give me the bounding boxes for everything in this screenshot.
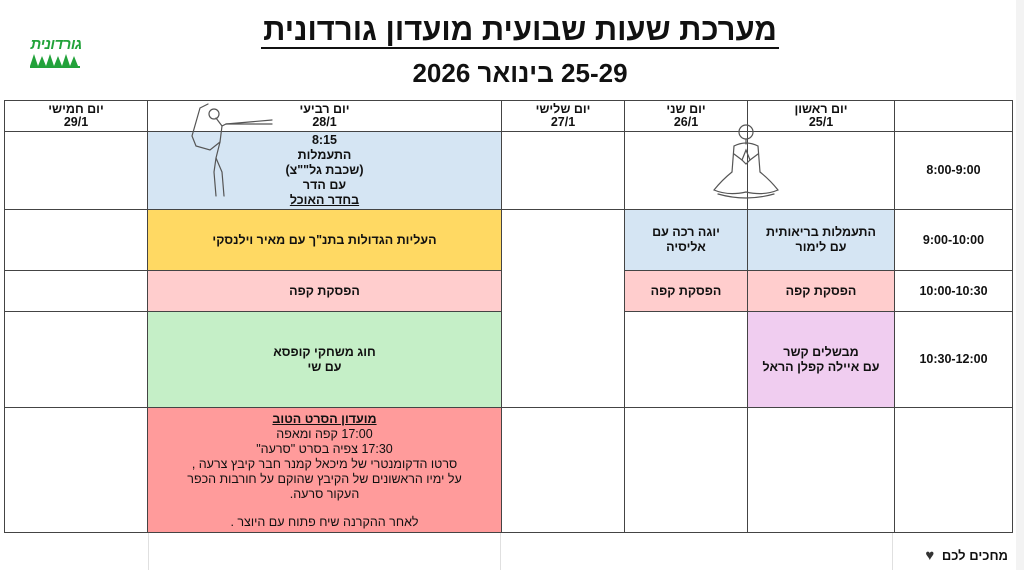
movie-club-title: מועדון הסרט הטוב [272, 412, 377, 426]
movie-line: סרטו הדקומנטרי של מיכאל קמנר חבר קיבץ צרעה , [191, 457, 458, 471]
schedule-cell-empty [5, 210, 148, 271]
trees-icon [30, 54, 82, 70]
day-date: 27/1 [550, 115, 576, 129]
page-title-text: מערכת שעות שבועית מועדון גורדונית [263, 12, 777, 47]
activity-line: עם לימור [795, 240, 847, 254]
page-edge [1016, 0, 1024, 570]
page-subtitle: 25-29 בינואר 2026 [412, 58, 628, 88]
day-header-thursday [5, 101, 148, 132]
activity-time: 8:15 [311, 133, 338, 147]
day-name: יום שני [666, 102, 706, 116]
schedule-cell-empty [625, 408, 748, 533]
activity-name: התעמלות [297, 148, 352, 162]
activity-line: אליסיה [666, 240, 706, 254]
schedule-table [4, 100, 1013, 533]
yoga-dancer-icon [186, 100, 276, 198]
time-slot: 8:00-9:00 [895, 132, 1013, 210]
activity-sunday-exercise [748, 210, 895, 271]
day-date: 26/1 [673, 115, 699, 129]
day-name: יום חמישי [48, 102, 104, 116]
activity-sunday-cooking [748, 312, 895, 408]
movie-line: על ימיו הראשונים של הקיבץ שהוקם על חורבות הכפר [187, 472, 462, 486]
activity-location: בחדר האוכל [289, 193, 360, 207]
day-name: יום רביעי [299, 102, 350, 116]
schedule-cell-empty [502, 408, 625, 533]
movie-line: 17:30 צפיה בסרט "סרעה" [256, 442, 393, 456]
footer-text: מחכים לכם [941, 548, 1008, 563]
schedule-row [5, 408, 1013, 533]
movie-line: העקור סרעה. [289, 487, 360, 501]
days-header-row [5, 101, 1013, 132]
schedule-cell-empty [748, 408, 895, 533]
footer-message [925, 547, 1008, 564]
activity-wednesday-bible: העליות הגדולות בתנ"ך עם מאיר וילנסקי [148, 210, 502, 271]
heart-icon: ♥ [925, 547, 935, 564]
activity-line: עם איילה קפלן הראל [762, 359, 880, 374]
schedule-cell-empty [5, 312, 148, 408]
activity-line: חוג משחקי קופסא [273, 344, 376, 359]
activity-detail: (שכבת גל""צ) [285, 163, 364, 177]
day-name: יום ראשון [794, 102, 848, 116]
schedule-cell-empty [5, 408, 148, 533]
time-slot-empty [895, 408, 1013, 533]
corner-cell [895, 101, 1013, 132]
activity-line: מבשלים קשר [783, 344, 859, 359]
activity-wednesday-games [148, 312, 502, 408]
schedule-cell-empty [502, 210, 625, 408]
day-header-tuesday [502, 101, 625, 132]
day-name: יום שלישי [535, 102, 591, 116]
day-date: 25/1 [808, 115, 834, 129]
page-title [190, 12, 850, 48]
schedule-row [5, 210, 1013, 271]
schedule-cell-empty [5, 271, 148, 312]
activity-wednesday-coffee: הפסקת קפה [148, 271, 502, 312]
time-slot: 9:00-10:00 [895, 210, 1013, 271]
schedule-cell-empty [5, 132, 148, 210]
movie-line: לאחר ההקרנה שיח פתוח עם היוצר . [230, 515, 419, 529]
schedule-cell-empty [502, 132, 625, 210]
gordonit-logo [14, 34, 98, 74]
activity-wednesday-movie [148, 408, 502, 533]
schedule-row [5, 132, 1013, 210]
time-slot: 10:30-12:00 [895, 312, 1013, 408]
activity-monday-yoga [625, 210, 748, 271]
day-date: 28/1 [312, 115, 337, 129]
activity-instructor: עם הדר [302, 178, 347, 192]
day-date: 29/1 [63, 115, 89, 129]
logo-text: גורדונית [30, 36, 82, 53]
yoga-meditation-icon [704, 120, 788, 206]
activity-line: התעמלות בריאותית [766, 225, 876, 239]
activity-sunday-coffee: הפסקת קפה [748, 271, 895, 312]
activity-line: עם שי [307, 359, 342, 374]
activity-monday-coffee: הפסקת קפה [625, 271, 748, 312]
column-divider [892, 533, 893, 570]
column-divider [148, 533, 149, 570]
schedule-cell-empty [625, 312, 748, 408]
activity-line: יוגה רכה עם [652, 225, 720, 239]
movie-line: 17:00 קפה ומאפה [276, 427, 373, 441]
column-divider [500, 533, 501, 570]
time-slot: 10:00-10:30 [895, 271, 1013, 312]
